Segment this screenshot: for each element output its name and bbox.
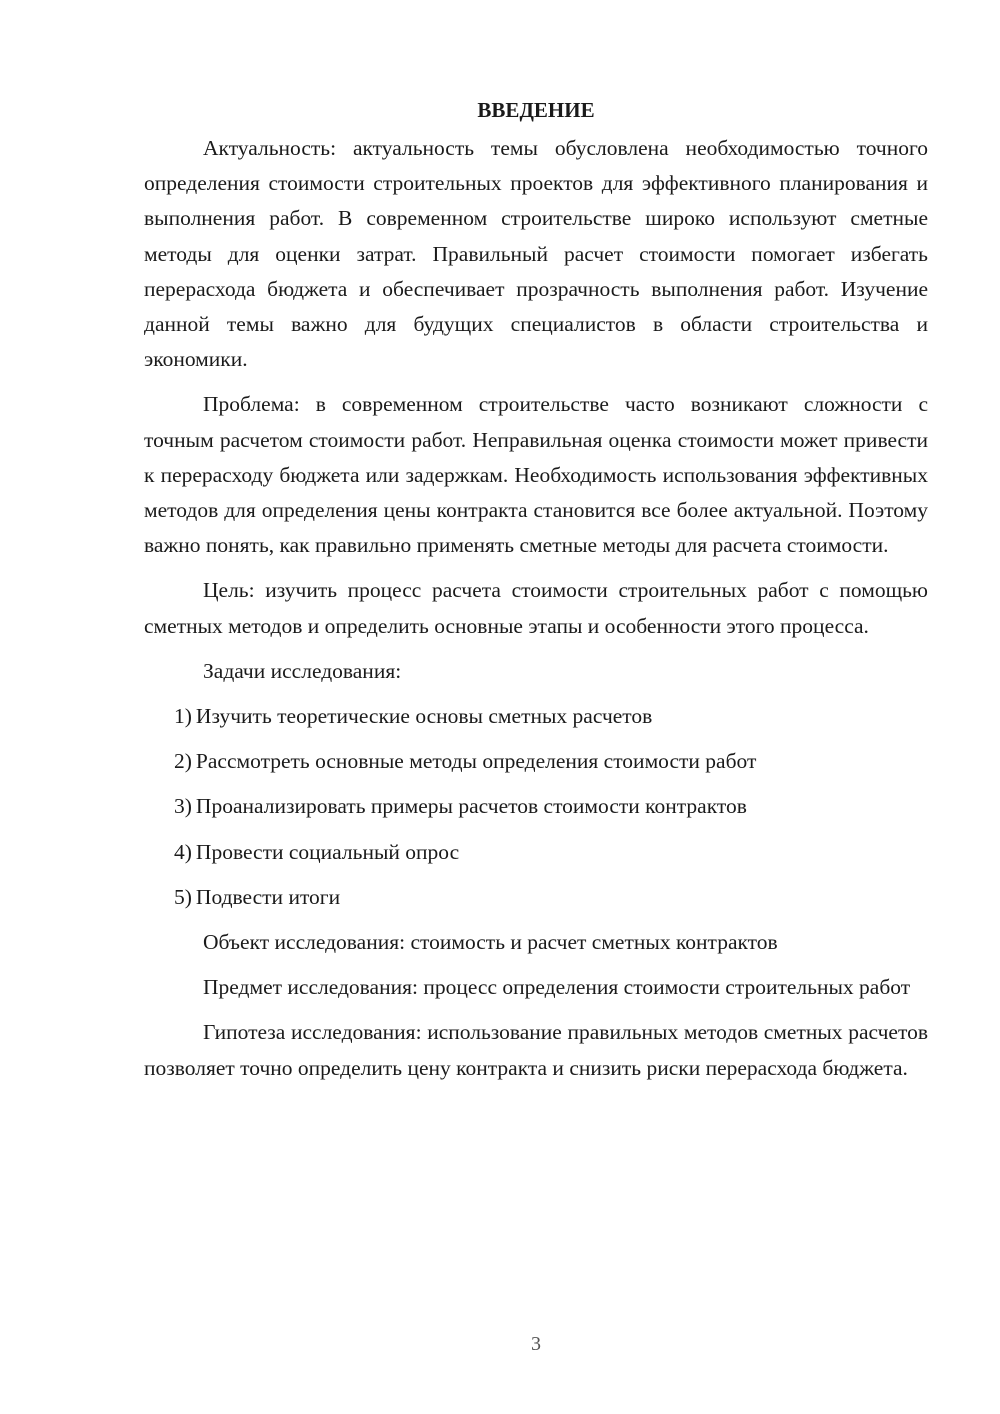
task-text: Проанализировать примеры расчетов стоимости контрактов — [195, 794, 747, 819]
task-number: 3) — [174, 794, 192, 819]
task-text: Рассмотреть основные методы определения стоимости работ — [195, 749, 757, 774]
task-number: 4) — [174, 839, 192, 864]
document-page — [144, 95, 928, 1096]
section-title: ВВЕДЕНИЕ — [477, 98, 595, 122]
page-number: 3 — [531, 1333, 541, 1355]
task-item — [144, 835, 928, 870]
subject-paragraph: Предмет исследования: процесс определения стоимости строительных работ — [203, 975, 911, 1000]
problem-paragraph: Проблема: в современном строительстве часто возникают сложности с точным расчетом стоимости работ. Неправильная оценка стоимости может привести к перерасходу бюджета или задержкам. Необходимость использования эффективных методов для определения цены контракта становится все более актуальной. Поэтому важно понять, как правильно применять сметные методы для расчета стоимости. — [144, 392, 928, 558]
goal-paragraph: Цель: изучить процесс расчета стоимости строительных работ с помощью сметных методов и определить основные этапы и особенности этого процесса. — [144, 578, 928, 638]
tasks-list — [144, 699, 928, 915]
hypothesis-paragraph: Гипотеза исследования: использование правильных методов сметных расчетов позволяет точно определить цену контракта и снизить риски перерасхода бюджета. — [144, 1020, 928, 1080]
relevance-paragraph: Актуальность: актуальность темы обусловлена необходимостью точного определения стоимости строительных проектов для эффективного планирования и выполнения работ. В современном строительстве широко используют сметные методы для оценки затрат. Правильный расчет стоимости помогает избегать перерасхода бюджета и обеспечивает прозрачность выполнения работ. Изучение данной темы важно для будущих специалистов в области строительства и экономики. — [144, 136, 928, 372]
task-item — [144, 699, 928, 734]
tasks-heading: Задачи исследования: — [203, 658, 402, 683]
task-item — [144, 744, 928, 779]
object-paragraph: Объект исследования: стоимость и расчет сметных контрактов — [203, 930, 778, 955]
task-text: Провести социальный опрос — [195, 839, 460, 864]
task-item — [144, 789, 928, 824]
task-text: Изучить теоретические основы сметных расчетов — [195, 704, 653, 729]
task-item — [144, 880, 928, 915]
task-number: 2) — [174, 749, 192, 774]
task-text: Подвести итоги — [195, 884, 341, 909]
task-number: 5) — [174, 884, 192, 909]
task-number: 1) — [174, 704, 192, 729]
